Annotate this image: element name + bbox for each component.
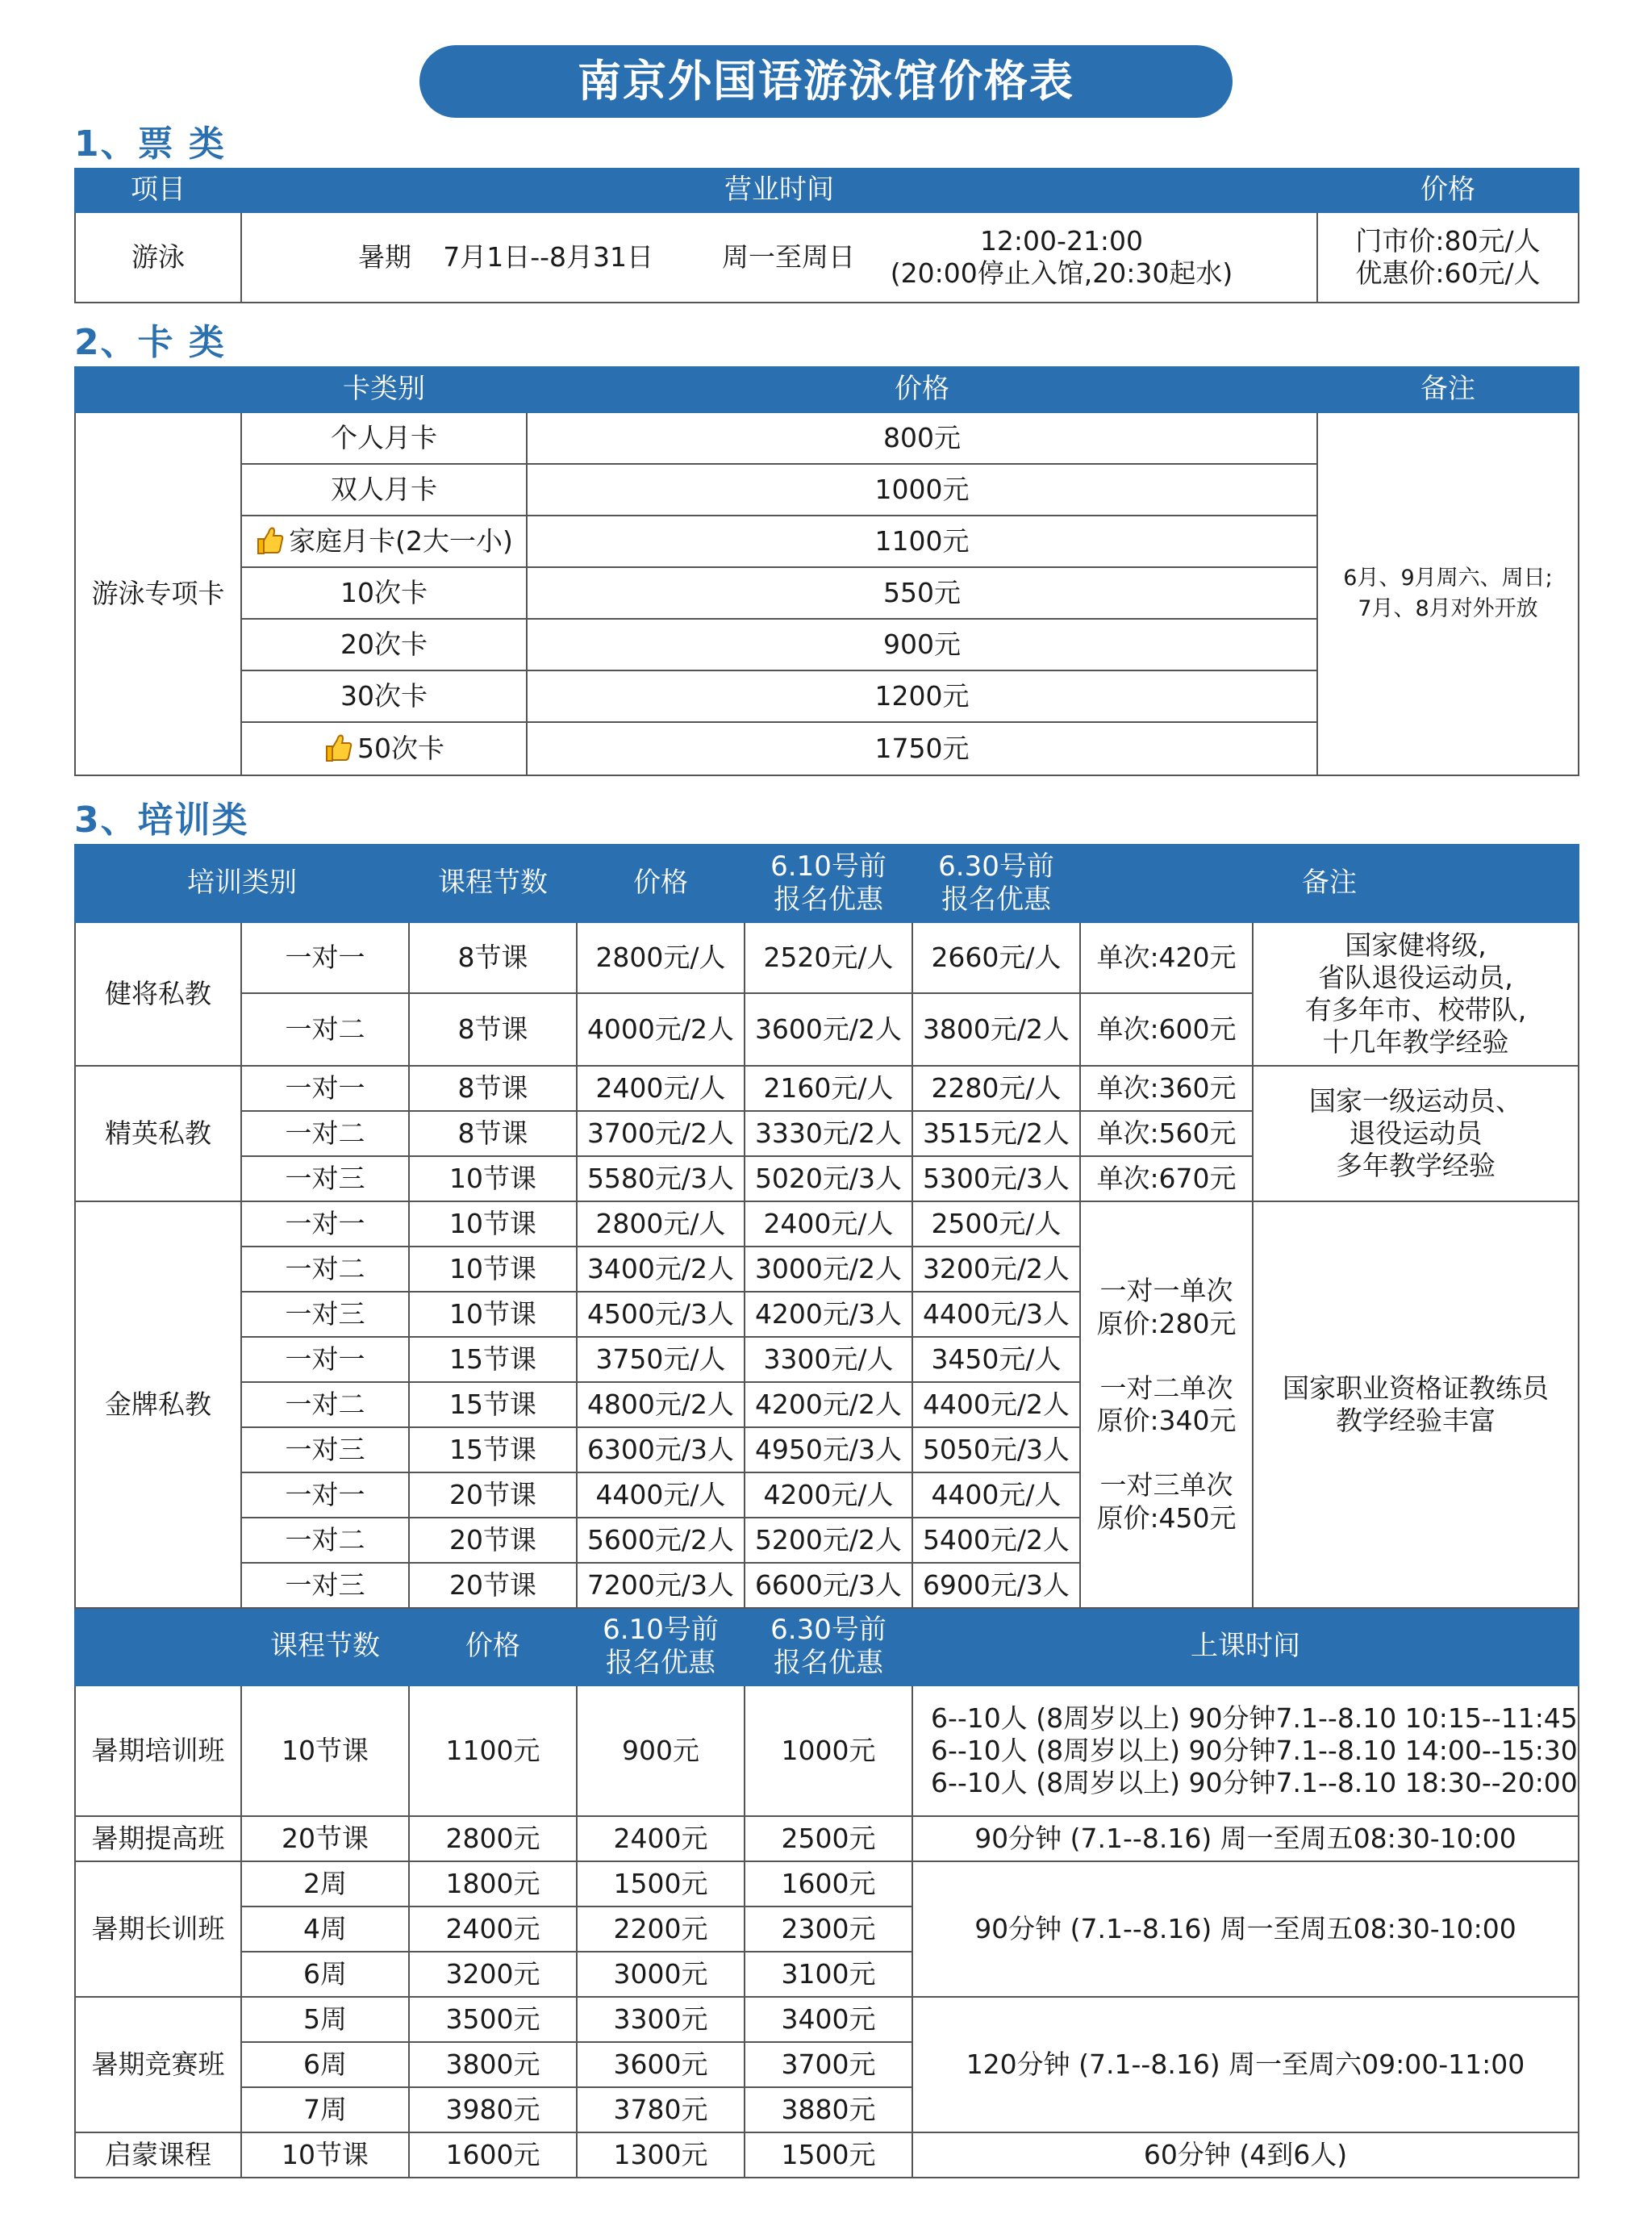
time-line: 6--10人 (8周岁以上) 90分钟7.1--8.10 14:00--15:30	[931, 1734, 1578, 1766]
card-note-line2: 7月、8月对外开放	[1358, 596, 1538, 621]
lesson-count: 8节课	[409, 922, 577, 993]
lesson-type: 一对一	[241, 1066, 409, 1111]
table-row	[75, 1066, 1579, 1111]
lesson-count: 5周	[241, 1997, 409, 2042]
time-line: 6--10人 (8周岁以上) 90分钟7.1--8.10 10:15--11:45	[931, 1702, 1578, 1734]
lesson-count: 20节课	[409, 1518, 577, 1563]
header-line: 报名优惠	[606, 1647, 715, 1679]
table-row	[75, 2132, 1579, 2178]
header-line: 6.10号前	[603, 1613, 719, 1646]
early-price-610: 4950元/3人	[745, 1427, 912, 1472]
early-price-630: 3880元	[745, 2087, 912, 2132]
card-price: 800元	[527, 412, 1317, 464]
single-price-notes	[1080, 1201, 1253, 1608]
card-price: 1100元	[527, 516, 1317, 567]
early-price-610: 2520元/人	[745, 922, 912, 993]
lesson-count: 15节课	[409, 1382, 577, 1427]
price-value: 3200元	[409, 1952, 577, 1997]
card-name-cell	[241, 722, 527, 775]
price-value: 2400元/人	[577, 1066, 745, 1111]
lesson-count: 10节课	[241, 1685, 409, 1816]
note-line: 一对三单次	[1099, 1469, 1233, 1501]
early-price-630: 3100元	[745, 1952, 912, 1997]
early-price-610: 900元	[577, 1685, 745, 1816]
card-group: 游泳专项卡	[75, 412, 241, 775]
category-name: 健将私教	[75, 922, 241, 1066]
thumbs-up-icon	[323, 732, 353, 764]
lesson-count: 8节课	[409, 1066, 577, 1111]
lesson-type: 一对三	[241, 1156, 409, 1201]
price-value: 7200元/3人	[577, 1563, 745, 1608]
early-price-610: 3780元	[577, 2087, 745, 2132]
price-value: 3400元/2人	[577, 1247, 745, 1292]
price-value: 3750元/人	[577, 1337, 745, 1382]
col-header-lessons: 课程节数	[409, 845, 577, 922]
early-price-610: 3000元/2人	[745, 1247, 912, 1292]
lesson-count: 20节课	[409, 1472, 577, 1518]
note-line: 一对一单次	[1099, 1275, 1233, 1307]
note-line: 国家一级运动员、	[1309, 1084, 1522, 1117]
early-price-610: 3330元/2人	[745, 1111, 912, 1156]
col-header-category: 培训类别	[75, 845, 409, 922]
early-price-610: 4200元/人	[745, 1472, 912, 1518]
price-value: 2800元/人	[577, 1201, 745, 1247]
early-price-630: 3450元/人	[912, 1337, 1080, 1382]
table-row	[75, 1816, 1579, 1861]
price-value: 6300元/3人	[577, 1427, 745, 1472]
lesson-count: 8节课	[409, 993, 577, 1066]
single-price: 单次:420元	[1080, 922, 1253, 993]
lesson-count: 10节课	[409, 1247, 577, 1292]
early-price-630: 2300元	[745, 1907, 912, 1952]
lesson-count: 4周	[241, 1907, 409, 1952]
table-row	[75, 1685, 1579, 1816]
single-price: 单次:360元	[1080, 1066, 1253, 1111]
price-value: 1600元	[409, 2132, 577, 2178]
card-name: 家庭月卡(2大一小)	[289, 525, 513, 558]
header-line: 6.30号前	[770, 1613, 886, 1646]
table-row	[75, 1997, 1579, 2042]
note-line: 十几年教学经验	[1322, 1026, 1509, 1059]
col-header-price: 价格	[577, 845, 745, 922]
price-value: 4800元/2人	[577, 1382, 745, 1427]
lesson-type: 一对三	[241, 1427, 409, 1472]
ticket-hours-cell	[241, 212, 1317, 303]
early-price-610: 3600元	[577, 2042, 745, 2087]
lesson-count: 8节课	[409, 1111, 577, 1156]
section-heading-tickets: 1、票 类	[74, 123, 226, 165]
header-blank	[75, 367, 241, 412]
card-name: 50次卡	[357, 733, 444, 765]
ticket-table	[74, 168, 1579, 303]
early-price-630: 5400元/2人	[912, 1518, 1080, 1563]
ticket-open-hours: 12:00-21:00	[979, 224, 1144, 257]
lesson-count: 10节课	[409, 1292, 577, 1337]
col-header-card-note: 备注	[1317, 367, 1579, 412]
lesson-count: 15节课	[409, 1337, 577, 1382]
header-line: 报名优惠	[774, 883, 883, 916]
early-price-610: 2400元/人	[745, 1201, 912, 1247]
early-price-630: 6900元/3人	[912, 1563, 1080, 1608]
ticket-discount-price: 优惠价:60元/人	[1355, 257, 1541, 289]
early-price-610: 3300元/人	[745, 1337, 912, 1382]
lesson-count: 15节课	[409, 1427, 577, 1472]
card-name: 个人月卡	[241, 412, 527, 464]
lesson-type: 一对二	[241, 1247, 409, 1292]
early-price-610: 3000元	[577, 1952, 745, 1997]
early-price-630: 4400元/人	[912, 1472, 1080, 1518]
category-name: 金牌私教	[75, 1201, 241, 1608]
early-price-630: 2500元/人	[912, 1201, 1080, 1247]
table-row	[75, 412, 1579, 464]
class-name: 暑期长训班	[75, 1861, 241, 1997]
note-line: 原价:340元	[1096, 1405, 1237, 1436]
price-value: 4500元/3人	[577, 1292, 745, 1337]
price-value: 4400元/人	[577, 1472, 745, 1518]
lesson-count: 20节课	[241, 1816, 409, 1861]
price-value: 2800元/人	[577, 922, 745, 993]
lesson-type: 一对三	[241, 1292, 409, 1337]
lesson-count: 10节课	[409, 1201, 577, 1247]
lesson-type: 一对二	[241, 993, 409, 1066]
col-header-early-610-2	[577, 1608, 745, 1685]
col-header-item: 项目	[75, 169, 241, 212]
early-price-630: 3515元/2人	[912, 1111, 1080, 1156]
ticket-hours-note: (20:00停止入馆,20:30起水)	[890, 257, 1233, 289]
note-line: 多年教学经验	[1336, 1150, 1496, 1182]
card-price: 550元	[527, 567, 1317, 619]
single-price: 单次:670元	[1080, 1156, 1253, 1201]
card-name: 双人月卡	[241, 464, 527, 516]
note-line: 退役运动员	[1349, 1117, 1483, 1149]
early-price-610: 5200元/2人	[745, 1518, 912, 1563]
class-time: 90分钟 (7.1--8.16) 周一至周五08:30-10:00	[912, 1816, 1579, 1861]
class-time	[912, 1685, 1579, 1816]
time-line: 6--10人 (8周岁以上) 90分钟7.1--8.10 18:30--20:00	[931, 1767, 1578, 1799]
early-price-610: 5020元/3人	[745, 1156, 912, 1201]
table-row	[75, 1201, 1579, 1247]
class-name: 暑期竞赛班	[75, 1997, 241, 2132]
card-name: 30次卡	[241, 670, 527, 722]
class-name: 暑期培训班	[75, 1685, 241, 1816]
coach-note	[1253, 922, 1579, 1066]
training-table	[74, 844, 1579, 2178]
ticket-days: 周一至周日	[722, 240, 855, 273]
class-name: 暑期提高班	[75, 1816, 241, 1861]
card-note	[1317, 412, 1579, 775]
ticket-item: 游泳	[75, 212, 241, 303]
early-price-610: 1300元	[577, 2132, 745, 2178]
price-value: 3800元	[409, 2042, 577, 2087]
price-value: 3980元	[409, 2087, 577, 2132]
col-header-early-630	[912, 845, 1080, 922]
lesson-type: 一对一	[241, 1472, 409, 1518]
lesson-type: 一对一	[241, 922, 409, 993]
single-price: 单次:560元	[1080, 1111, 1253, 1156]
note-line: 一对二单次	[1099, 1372, 1233, 1404]
single-price: 单次:600元	[1080, 993, 1253, 1066]
page-title: 南京外国语游泳馆价格表	[419, 45, 1233, 118]
col-header-early-610	[745, 845, 912, 922]
note-line: 国家职业资格证教练员	[1283, 1372, 1549, 1404]
thumbs-up-icon	[255, 524, 284, 557]
note-line: 国家健将级,	[1345, 929, 1487, 961]
early-price-630: 3200元/2人	[912, 1247, 1080, 1292]
table-row	[75, 922, 1579, 993]
class-time: 90分钟 (7.1--8.16) 周一至周五08:30-10:00	[912, 1861, 1579, 1997]
coach-note	[1253, 1201, 1579, 1608]
lesson-count: 6周	[241, 2042, 409, 2087]
header-line: 报名优惠	[941, 883, 1051, 916]
card-table	[74, 366, 1579, 776]
header-line: 6.30号前	[938, 850, 1054, 883]
price-value: 2400元	[409, 1907, 577, 1952]
early-price-610: 6600元/3人	[745, 1563, 912, 1608]
col-header-price: 价格	[1317, 169, 1579, 212]
lesson-type: 一对一	[241, 1201, 409, 1247]
col-header-price-2: 价格	[409, 1608, 577, 1685]
col-header-early-630-2	[745, 1608, 912, 1685]
ticket-season: 暑期	[358, 240, 411, 273]
lesson-count: 6周	[241, 1952, 409, 1997]
lesson-count: 2周	[241, 1861, 409, 1907]
card-name-cell	[241, 516, 527, 567]
price-value: 5580元/3人	[577, 1156, 745, 1201]
early-price-630: 3700元	[745, 2042, 912, 2087]
note-line: 原价:280元	[1096, 1307, 1237, 1339]
lesson-count: 10节课	[409, 1156, 577, 1201]
price-value: 4000元/2人	[577, 993, 745, 1066]
card-price: 900元	[527, 619, 1317, 670]
lesson-type: 一对二	[241, 1382, 409, 1427]
header-line: 6.10号前	[770, 850, 886, 883]
ticket-door-price: 门市价:80元/人	[1355, 224, 1541, 257]
ticket-price-cell	[1317, 212, 1579, 303]
early-price-630: 3400元	[745, 1997, 912, 2042]
col-header-card-type: 卡类别	[241, 367, 527, 412]
lesson-count: 7周	[241, 2087, 409, 2132]
lesson-type: 一对二	[241, 1518, 409, 1563]
note-line: 教学经验丰富	[1336, 1405, 1496, 1436]
price-value: 3500元	[409, 1997, 577, 2042]
early-price-630: 4400元/2人	[912, 1382, 1080, 1427]
section-heading-training: 3、培训类	[74, 800, 249, 841]
early-price-630: 2280元/人	[912, 1066, 1080, 1111]
class-name: 启蒙课程	[75, 2132, 241, 2178]
table-row	[75, 212, 1579, 303]
price-value: 2800元	[409, 1816, 577, 1861]
col-header-card-price: 价格	[527, 367, 1317, 412]
col-header-lessons-2: 课程节数	[241, 1608, 409, 1685]
early-price-610: 3300元	[577, 1997, 745, 2042]
header-line: 报名优惠	[774, 1647, 883, 1679]
early-price-610: 2160元/人	[745, 1066, 912, 1111]
lesson-count: 10节课	[241, 2132, 409, 2178]
card-price: 1750元	[527, 722, 1317, 775]
early-price-630: 3800元/2人	[912, 993, 1080, 1066]
card-note-line1: 6月、9月周六、周日;	[1343, 566, 1553, 591]
early-price-630: 1000元	[745, 1685, 912, 1816]
early-price-630: 4400元/3人	[912, 1292, 1080, 1337]
lesson-type: 一对一	[241, 1337, 409, 1382]
early-price-610: 2400元	[577, 1816, 745, 1861]
lesson-type: 一对三	[241, 1563, 409, 1608]
coach-note	[1253, 1066, 1579, 1201]
early-price-630: 1500元	[745, 2132, 912, 2178]
note-line: 省队退役运动员,	[1318, 961, 1513, 993]
price-value: 1100元	[409, 1685, 577, 1816]
col-header-class-time: 上课时间	[912, 1608, 1579, 1685]
early-price-630: 1600元	[745, 1861, 912, 1907]
early-price-630: 2660元/人	[912, 922, 1080, 993]
class-time: 60分钟 (4到6人)	[912, 2132, 1579, 2178]
ticket-dates: 7月1日--8月31日	[443, 240, 653, 273]
early-price-610: 3600元/2人	[745, 993, 912, 1066]
card-price: 1200元	[527, 670, 1317, 722]
early-price-610: 2200元	[577, 1907, 745, 1952]
price-value: 1800元	[409, 1861, 577, 1907]
card-name: 20次卡	[241, 619, 527, 670]
note-line: 有多年市、校带队,	[1304, 994, 1527, 1025]
section-heading-cards: 2、卡 类	[74, 322, 226, 363]
price-value: 5600元/2人	[577, 1518, 745, 1563]
lesson-count: 20节课	[409, 1563, 577, 1608]
early-price-630: 2500元	[745, 1816, 912, 1861]
price-value: 3700元/2人	[577, 1111, 745, 1156]
card-price: 1000元	[527, 464, 1317, 516]
header-blank	[75, 1608, 241, 1685]
early-price-610: 4200元/2人	[745, 1382, 912, 1427]
card-name: 10次卡	[241, 567, 527, 619]
early-price-630: 5300元/3人	[912, 1156, 1080, 1201]
early-price-630: 5050元/3人	[912, 1427, 1080, 1472]
note-line: 原价:450元	[1096, 1501, 1237, 1534]
class-time: 120分钟 (7.1--8.16) 周一至周六09:00-11:00	[912, 1997, 1579, 2132]
table-row	[75, 1861, 1579, 1907]
early-price-610: 4200元/3人	[745, 1292, 912, 1337]
lesson-type: 一对二	[241, 1111, 409, 1156]
category-name: 精英私教	[75, 1066, 241, 1201]
early-price-610: 1500元	[577, 1861, 745, 1907]
col-header-hours: 营业时间	[241, 169, 1317, 212]
col-header-note: 备注	[1080, 845, 1579, 922]
